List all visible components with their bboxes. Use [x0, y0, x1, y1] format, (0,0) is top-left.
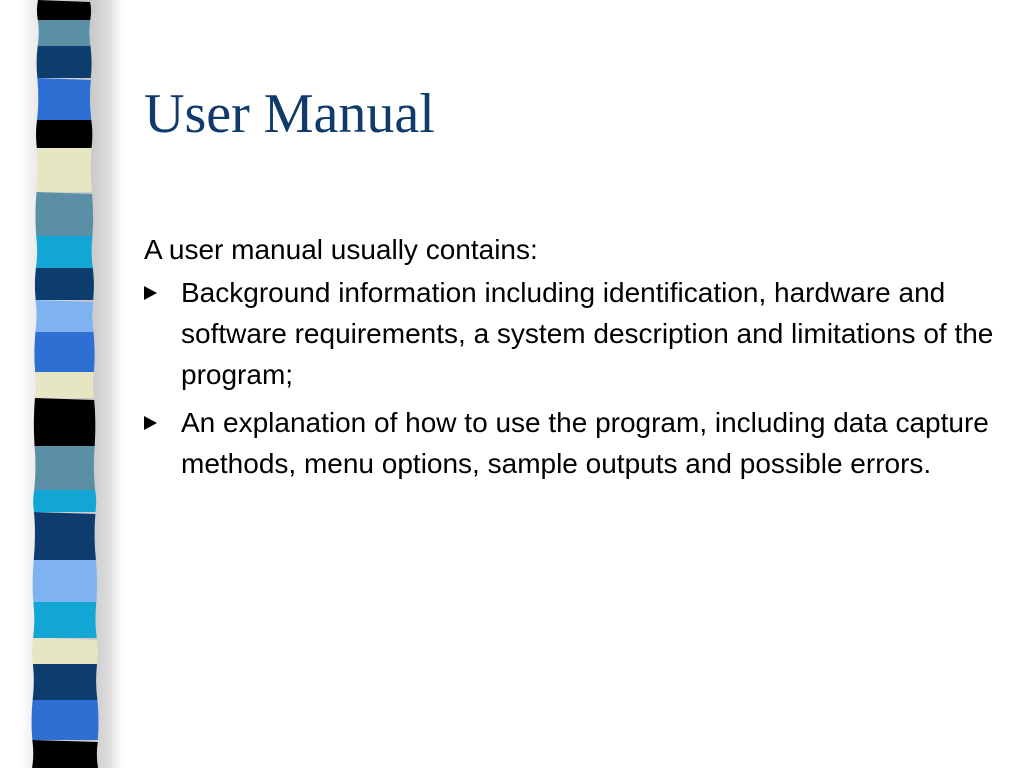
stripe-band	[35, 268, 94, 300]
stripe-band	[36, 236, 93, 268]
bullet-text: Background information including identification, hardware and software requirements, a system description and limitations of the program;	[181, 277, 994, 390]
intro-text: A user manual usually contains:	[144, 234, 538, 265]
stripe-bands	[0, 0, 125, 768]
slide-body	[144, 229, 1004, 491]
stripe-band	[34, 398, 95, 446]
stripe-band	[35, 192, 93, 236]
triangle-right-icon	[144, 416, 157, 430]
stripe-band	[37, 0, 91, 20]
stripe-band	[36, 120, 92, 148]
stripe-band	[32, 638, 98, 664]
bullet-list	[144, 272, 1004, 484]
bullet-text: An explanation of how to use the program, including data capture methods, menu options, sample outputs and possible errors.	[181, 407, 989, 479]
stripe-band	[37, 78, 91, 120]
stripe-band	[35, 372, 94, 398]
stripe-band	[34, 512, 96, 560]
stripe-band	[37, 46, 92, 78]
stripe-band	[32, 740, 98, 768]
list-item	[144, 272, 1004, 395]
stripe-band	[38, 20, 91, 46]
decorative-stripe	[0, 0, 125, 768]
stripe-band	[37, 148, 92, 192]
list-item	[144, 402, 1004, 484]
triangle-right-icon	[144, 286, 157, 300]
stripe-band	[33, 664, 98, 700]
page-title: User Manual	[144, 83, 435, 145]
stripe-band	[33, 560, 97, 602]
stripe-band	[34, 446, 95, 490]
stripe-band	[33, 490, 96, 512]
stripe-band	[33, 602, 97, 638]
stripe-band	[32, 700, 99, 740]
stripe-band	[34, 332, 94, 372]
stripe-band	[35, 300, 93, 332]
